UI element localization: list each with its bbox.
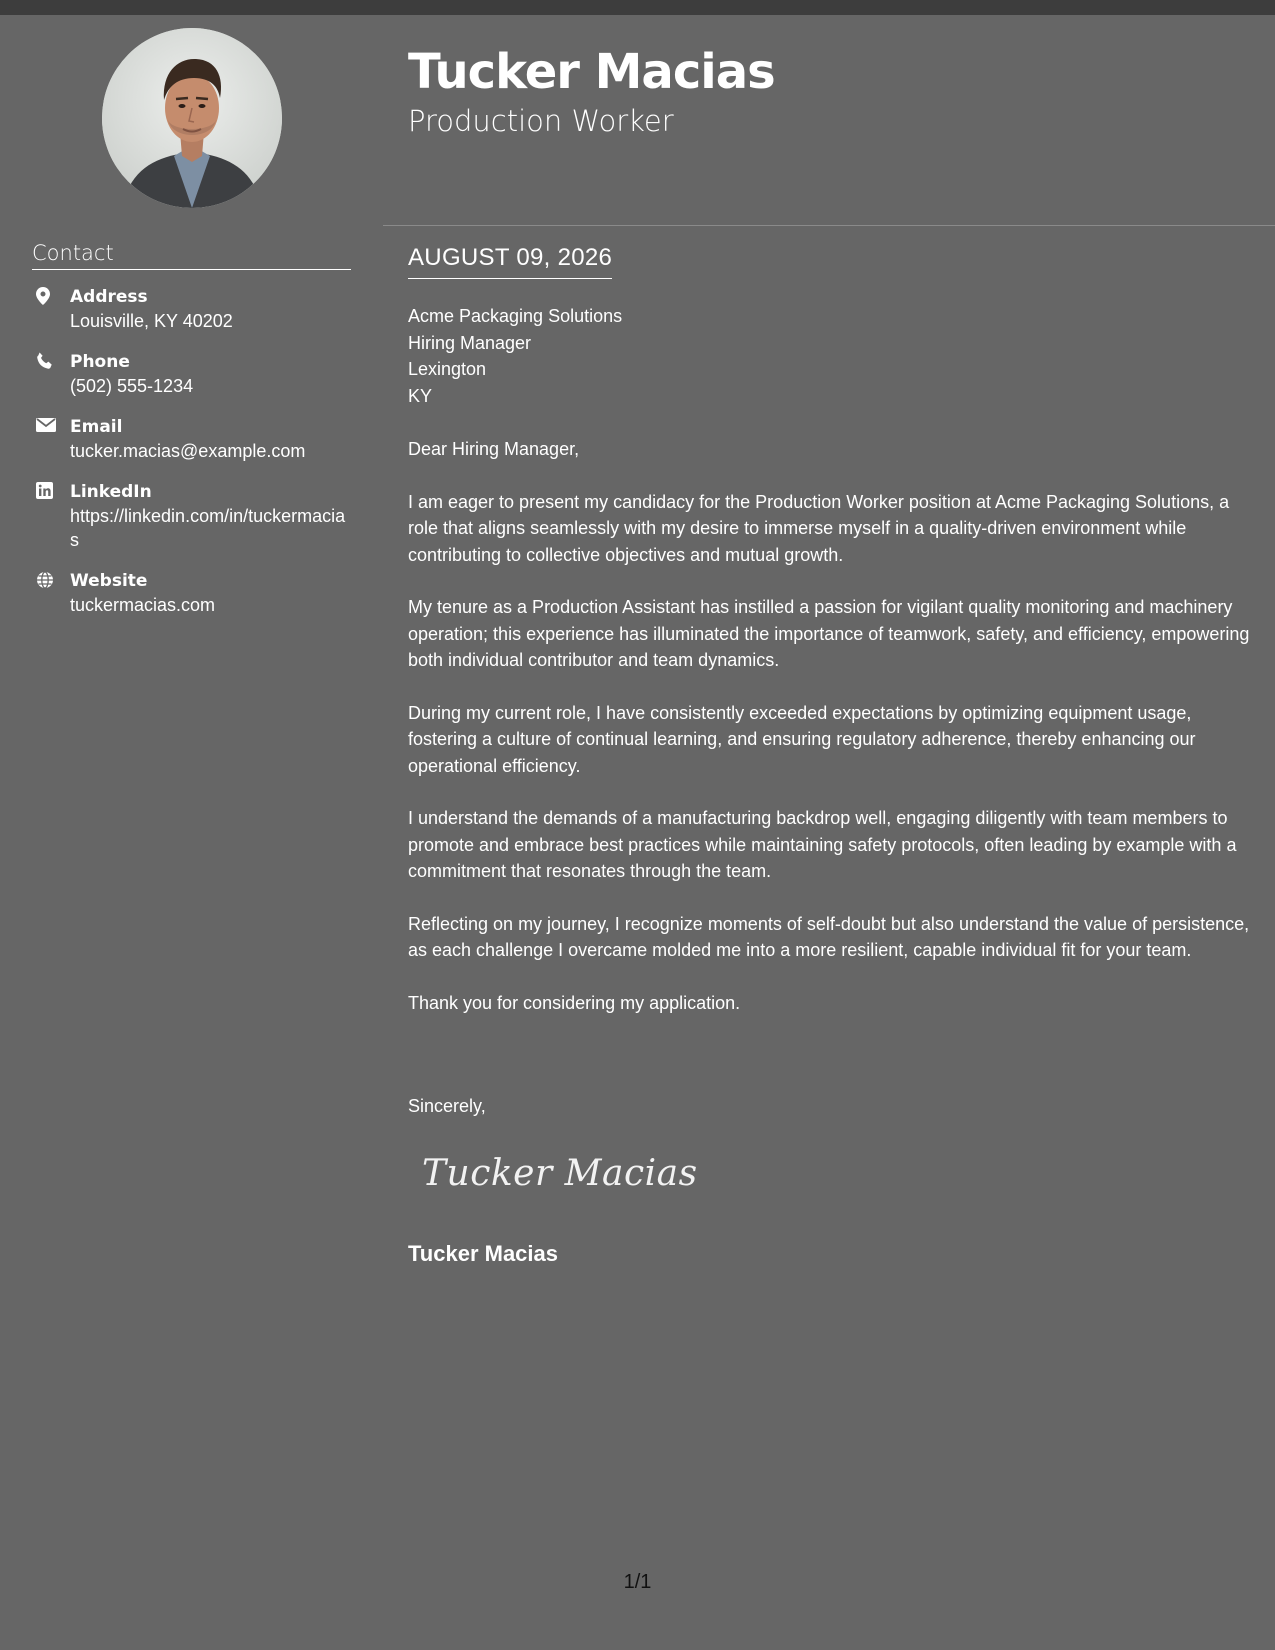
contact-value[interactable]: Louisville, KY 40202 (70, 311, 233, 331)
top-bar (0, 0, 1275, 15)
contact-item-website (32, 569, 352, 617)
avatar (102, 28, 282, 208)
header-divider (383, 225, 1275, 226)
page-number: 1/1 (623, 1571, 652, 1593)
globe-icon (32, 569, 70, 617)
paragraph: I am eager to present my candidacy for the Production Worker position at Acme Packaging Solutions, a role that aligns seamlessly with my desire to immerse myself in a quality-driven environment while contributing to collective objectives and mutual growth. (408, 491, 1230, 565)
contact-value[interactable]: https://linkedin.com/in/tuckermacias (70, 506, 346, 550)
closing: Sincerely, (408, 1096, 486, 1116)
contact-item-email (32, 415, 352, 463)
contact-label: LinkedIn (70, 482, 152, 502)
paragraph: Reflecting on my journey, I recognize moments of self-doubt but also understand the value of persistence, as each challenge I overcame molded me into a more resilient, capable individual fit for your team. (408, 913, 1250, 960)
contact-value[interactable]: tuckermacias.com (70, 595, 216, 615)
contact-label: Phone (70, 352, 130, 372)
profile-photo (102, 28, 282, 208)
paragraph: I understand the demands of a manufacturing backdrop well, engaging diligently with team members to promote and embrace best practices while maintaining safety protocols, often leading by example with a commitment that resonates through the team. (408, 808, 1237, 881)
contact-label: Website (70, 571, 148, 591)
contact-item-address (32, 285, 352, 333)
paragraph: Thank you for considering my application. (408, 992, 741, 1013)
contact-item-linkedin (32, 480, 352, 552)
phone-icon (32, 350, 70, 398)
letter-date: AUGUST 09, 2026 (408, 244, 612, 279)
envelope-icon (32, 415, 70, 463)
salutation: Dear Hiring Manager, (408, 439, 580, 459)
recipient-company: Acme Packaging Solutions (408, 306, 623, 326)
signed-name: Tucker Macias (408, 1241, 559, 1266)
map-pin-icon (32, 285, 70, 333)
linkedin-icon (32, 480, 70, 552)
contact-list (32, 285, 352, 634)
recipient-block (408, 303, 622, 409)
signature: Tucker Macias (422, 1153, 698, 1194)
applicant-role: Production Worker (408, 104, 674, 138)
contact-heading: Contact (32, 241, 351, 270)
contact-value[interactable]: (502) 555-1234 (70, 376, 194, 396)
recipient-title: Hiring Manager (408, 332, 532, 353)
contact-item-phone (32, 350, 352, 398)
contact-label: Email (70, 417, 123, 437)
sidebar (0, 15, 383, 1650)
paragraph: My tenure as a Production Assistant has instilled a passion for vigilant quality monitoring and machinery operation; this experience has illuminated the importance of teamwork, safety, and efficiency, empowering both individual contributor and team dynamics. (408, 597, 1250, 670)
recipient-city: Lexington (408, 359, 487, 379)
applicant-name: Tucker Macias (408, 44, 775, 100)
letter-body (408, 436, 1253, 1042)
contact-value[interactable]: tucker.macias@example.com (70, 441, 306, 461)
recipient-state: KY (408, 385, 433, 406)
paragraph: During my current role, I have consistently exceeded expectations by optimizing equipment usage, fostering a culture of continual learning, and ensuring regulatory adherence, thereby enhancing our operational efficiency. (408, 702, 1196, 776)
contact-label: Address (70, 287, 148, 307)
